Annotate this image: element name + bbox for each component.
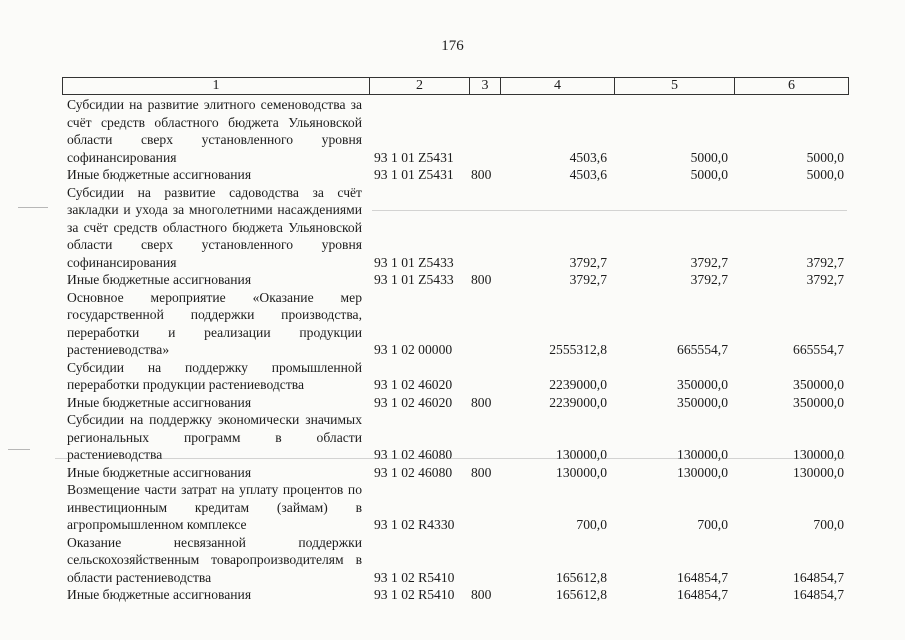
row-code: 93 1 02 R5410 bbox=[374, 587, 455, 602]
table-body bbox=[0, 96, 905, 604]
scan-artifact bbox=[55, 458, 845, 459]
row-code: 93 1 02 R4330 bbox=[374, 517, 455, 532]
row-expense-type: 800 bbox=[471, 167, 492, 182]
row-code: 93 1 02 R5410 bbox=[374, 569, 455, 585]
table-row bbox=[0, 184, 905, 272]
row-value-col5: 3792,7 bbox=[690, 254, 728, 270]
row-value-col4: 2239000,0 bbox=[549, 377, 607, 392]
table-row bbox=[0, 394, 905, 412]
row-description: Субсидии на поддержку промышленной переработки продукции растениеводства bbox=[67, 359, 362, 392]
header-col-4: 4 bbox=[501, 78, 615, 94]
header-col-3: 3 bbox=[470, 78, 501, 94]
row-description: Иные бюджетные ассигнования bbox=[67, 464, 252, 480]
row-description: Иные бюджетные ассигнования bbox=[67, 167, 252, 182]
row-value-col5: 3792,7 bbox=[690, 272, 728, 287]
row-value-col5: 350000,0 bbox=[677, 377, 728, 392]
row-code: 93 1 02 00000 bbox=[374, 342, 453, 357]
row-value-col6: 130000,0 bbox=[793, 464, 844, 480]
row-code: 93 1 02 46080 bbox=[374, 464, 453, 480]
row-value-col5: 700,0 bbox=[697, 517, 728, 532]
table-row bbox=[0, 359, 905, 394]
row-value-col4: 130000,0 bbox=[556, 464, 607, 480]
row-expense-type: 800 bbox=[471, 394, 492, 410]
row-value-col4: 700,0 bbox=[576, 517, 607, 532]
row-description: Иные бюджетные ассигнования bbox=[67, 394, 252, 410]
row-value-col5: 130000,0 bbox=[677, 464, 728, 480]
row-value-col6: 350000,0 bbox=[793, 394, 844, 410]
row-value-col6: 665554,7 bbox=[793, 342, 844, 357]
table-row bbox=[0, 481, 905, 534]
row-value-col4: 2555312,8 bbox=[549, 342, 607, 357]
row-value-col4: 2239000,0 bbox=[549, 394, 607, 410]
table-row bbox=[0, 289, 905, 359]
row-value-col6: 164854,7 bbox=[793, 587, 844, 602]
row-value-col5: 130000,0 bbox=[677, 447, 728, 462]
row-description: Субсидии на поддержку экономически значимых региональных программ в области растениеводства bbox=[67, 412, 362, 462]
row-value-col6: 350000,0 bbox=[793, 377, 844, 392]
scan-artifact bbox=[372, 210, 847, 211]
row-value-col4: 4503,6 bbox=[569, 167, 607, 182]
table-row bbox=[0, 166, 905, 184]
row-code: 93 1 02 46020 bbox=[374, 394, 453, 410]
row-description: Субсидии на развитие элитного семеноводства за счёт средств областного бюджета Ульяновской области сверх установленного уровня софинансирования bbox=[67, 97, 362, 165]
row-value-col6: 700,0 bbox=[813, 517, 844, 532]
row-description: Возмещение части затрат на уплату процентов по инвестиционным кредитам (займам) в агропромышленном комплексе bbox=[67, 482, 362, 532]
row-description: Оказание несвязанной поддержки сельскохозяйственным товаропроизводителям в области растениеводства bbox=[67, 534, 362, 585]
row-value-col5: 5000,0 bbox=[690, 167, 728, 182]
row-value-col5: 665554,7 bbox=[677, 342, 728, 357]
row-expense-type: 800 bbox=[471, 272, 492, 287]
row-value-col6: 5000,0 bbox=[806, 167, 844, 182]
row-code: 93 1 01 Z5431 bbox=[374, 149, 454, 165]
row-value-col4: 4503,6 bbox=[569, 149, 607, 165]
header-col-5: 5 bbox=[615, 78, 735, 94]
row-value-col4: 3792,7 bbox=[569, 272, 607, 287]
row-code: 93 1 01 Z5431 bbox=[374, 167, 454, 182]
row-value-col6: 3792,7 bbox=[806, 254, 844, 270]
table-row bbox=[0, 534, 905, 587]
table-row bbox=[0, 271, 905, 289]
row-value-col6: 164854,7 bbox=[793, 569, 844, 585]
row-value-col4: 165612,8 bbox=[556, 587, 607, 602]
row-description: Основное мероприятие «Оказание мер государственной поддержки производства, переработки и реализации продукции растениеводства» bbox=[67, 289, 362, 357]
row-description: Иные бюджетные ассигнования bbox=[67, 272, 252, 287]
row-value-col5: 5000,0 bbox=[690, 149, 728, 165]
row-value-col5: 164854,7 bbox=[677, 587, 728, 602]
table-row bbox=[0, 96, 905, 166]
scan-artifact bbox=[8, 449, 30, 450]
row-value-col4: 130000,0 bbox=[556, 447, 607, 462]
row-value-col5: 350000,0 bbox=[677, 394, 728, 410]
row-code: 93 1 02 46020 bbox=[374, 377, 453, 392]
row-value-col4: 165612,8 bbox=[556, 569, 607, 585]
header-col-2: 2 bbox=[370, 78, 470, 94]
row-expense-type: 800 bbox=[471, 464, 492, 480]
table-row bbox=[0, 464, 905, 482]
row-value-col6: 3792,7 bbox=[806, 272, 844, 287]
row-value-col5: 164854,7 bbox=[677, 569, 728, 585]
table-header bbox=[62, 77, 849, 95]
row-code: 93 1 01 Z5433 bbox=[374, 272, 454, 287]
header-col-6: 6 bbox=[788, 78, 795, 93]
table-row bbox=[0, 411, 905, 464]
row-value-col4: 3792,7 bbox=[569, 254, 607, 270]
row-description: Субсидии на развитие садоводства за счёт закладки и ухода за многолетними насаждениями за счёт средств областного бюджета Ульяновской области сверх установленного уровня софинансирования bbox=[67, 184, 362, 270]
scan-artifact bbox=[18, 207, 48, 208]
page-number: 176 bbox=[441, 38, 464, 54]
row-expense-type: 800 bbox=[471, 587, 492, 602]
header-col-1: 1 bbox=[63, 78, 370, 94]
row-code: 93 1 02 46080 bbox=[374, 447, 453, 462]
row-value-col6: 130000,0 bbox=[793, 447, 844, 462]
row-value-col6: 5000,0 bbox=[806, 149, 844, 165]
table-row bbox=[0, 586, 905, 604]
row-description: Иные бюджетные ассигнования bbox=[67, 587, 252, 602]
row-code: 93 1 01 Z5433 bbox=[374, 254, 454, 270]
